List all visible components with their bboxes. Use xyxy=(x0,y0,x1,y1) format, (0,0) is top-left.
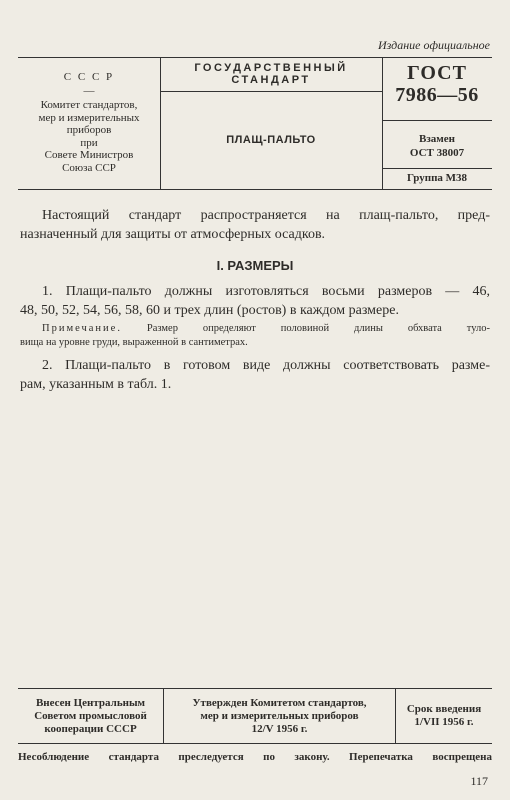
clause-1 xyxy=(20,282,490,320)
introduced-line: кооперации СССР xyxy=(44,723,137,735)
introduced-by-cell xyxy=(18,689,164,743)
note-label: Примечание. xyxy=(42,323,122,334)
approved-line: Утвержден Комитетом стандартов, xyxy=(192,697,367,709)
clause-line: 2. Плащи-пальто в готовом виде должны соответствовать разме- xyxy=(42,358,490,373)
header-gost-cell xyxy=(382,58,492,189)
note-line xyxy=(20,322,490,336)
header-table xyxy=(18,57,492,190)
clause-line: рам, указанным в табл. 1. xyxy=(20,377,172,392)
intro-line: назначенный для защиты от атмосферных осадков. xyxy=(20,227,326,242)
gost-number: 7986—56 xyxy=(395,84,479,106)
page-number: 117 xyxy=(470,774,488,788)
group-label: Группа М38 xyxy=(406,172,468,184)
approved-by-cell xyxy=(164,689,396,743)
intro-line: Настоящий стандарт распространяется на плащ-пальто, пред- xyxy=(42,208,490,223)
replace-label: Взамен xyxy=(419,133,455,145)
approved-line: мер и измерительных приборов xyxy=(200,710,359,722)
introduced-line: Советом промысловой xyxy=(34,710,147,722)
effective-date-cell xyxy=(396,689,492,743)
divider xyxy=(382,168,492,169)
divider xyxy=(160,91,382,92)
clause-2 xyxy=(20,356,490,394)
section-title: I. РАЗМЕРЫ xyxy=(216,258,294,273)
edition-label: Издание официальное xyxy=(377,38,490,52)
clause-line: 1. Плащи-пальто должны изготовляться восьми размеров — 46, xyxy=(42,284,490,299)
introduced-line: Внесен Центральным xyxy=(35,697,146,709)
effective-line: 1/VII 1956 г. xyxy=(414,716,474,728)
note-line: вища на уровне груди, выраженной в сантиметрах. xyxy=(20,337,248,348)
header-issuer-cell xyxy=(18,58,161,189)
committee-line: при xyxy=(80,136,98,149)
footer-table xyxy=(18,688,492,744)
committee-name xyxy=(18,99,160,174)
committee-line: приборов xyxy=(66,124,112,136)
gost-label: ГОСТ xyxy=(407,62,467,84)
effective-line: Срок введения xyxy=(406,703,482,715)
committee-line: Союза ССР xyxy=(62,161,116,174)
committee-line: Совете Министров xyxy=(44,149,134,161)
committee-line: Комитет стандартов, xyxy=(40,99,138,111)
divider xyxy=(382,120,492,121)
note-paragraph xyxy=(20,322,490,350)
legal-warning: Несоблюдение стандарта преследуется по закону. Перепечатка воспрещена xyxy=(18,751,492,763)
country-label: С С С Р xyxy=(63,71,115,83)
state-standard-line1: ГОСУДАРСТВЕННЫЙ xyxy=(194,62,348,74)
header-title-cell xyxy=(160,58,383,189)
product-title: ПЛАЩ-ПАЛЬТО xyxy=(226,134,316,146)
intro-paragraph xyxy=(20,206,490,244)
state-standard-line2: СТАНДАРТ xyxy=(231,74,311,86)
replace-value: ОСТ 38007 xyxy=(409,147,465,159)
clause-line: 48, 50, 52, 54, 56, 58, 60 и трех длин (ростов) в каждом размере. xyxy=(20,303,399,318)
committee-line: мер и измерительных xyxy=(38,111,140,124)
dash-separator: — xyxy=(83,85,95,97)
approved-line: 12/V 1956 г. xyxy=(251,723,308,735)
note-text: Размер определяют половиной длины обхвата туло- xyxy=(121,323,490,334)
